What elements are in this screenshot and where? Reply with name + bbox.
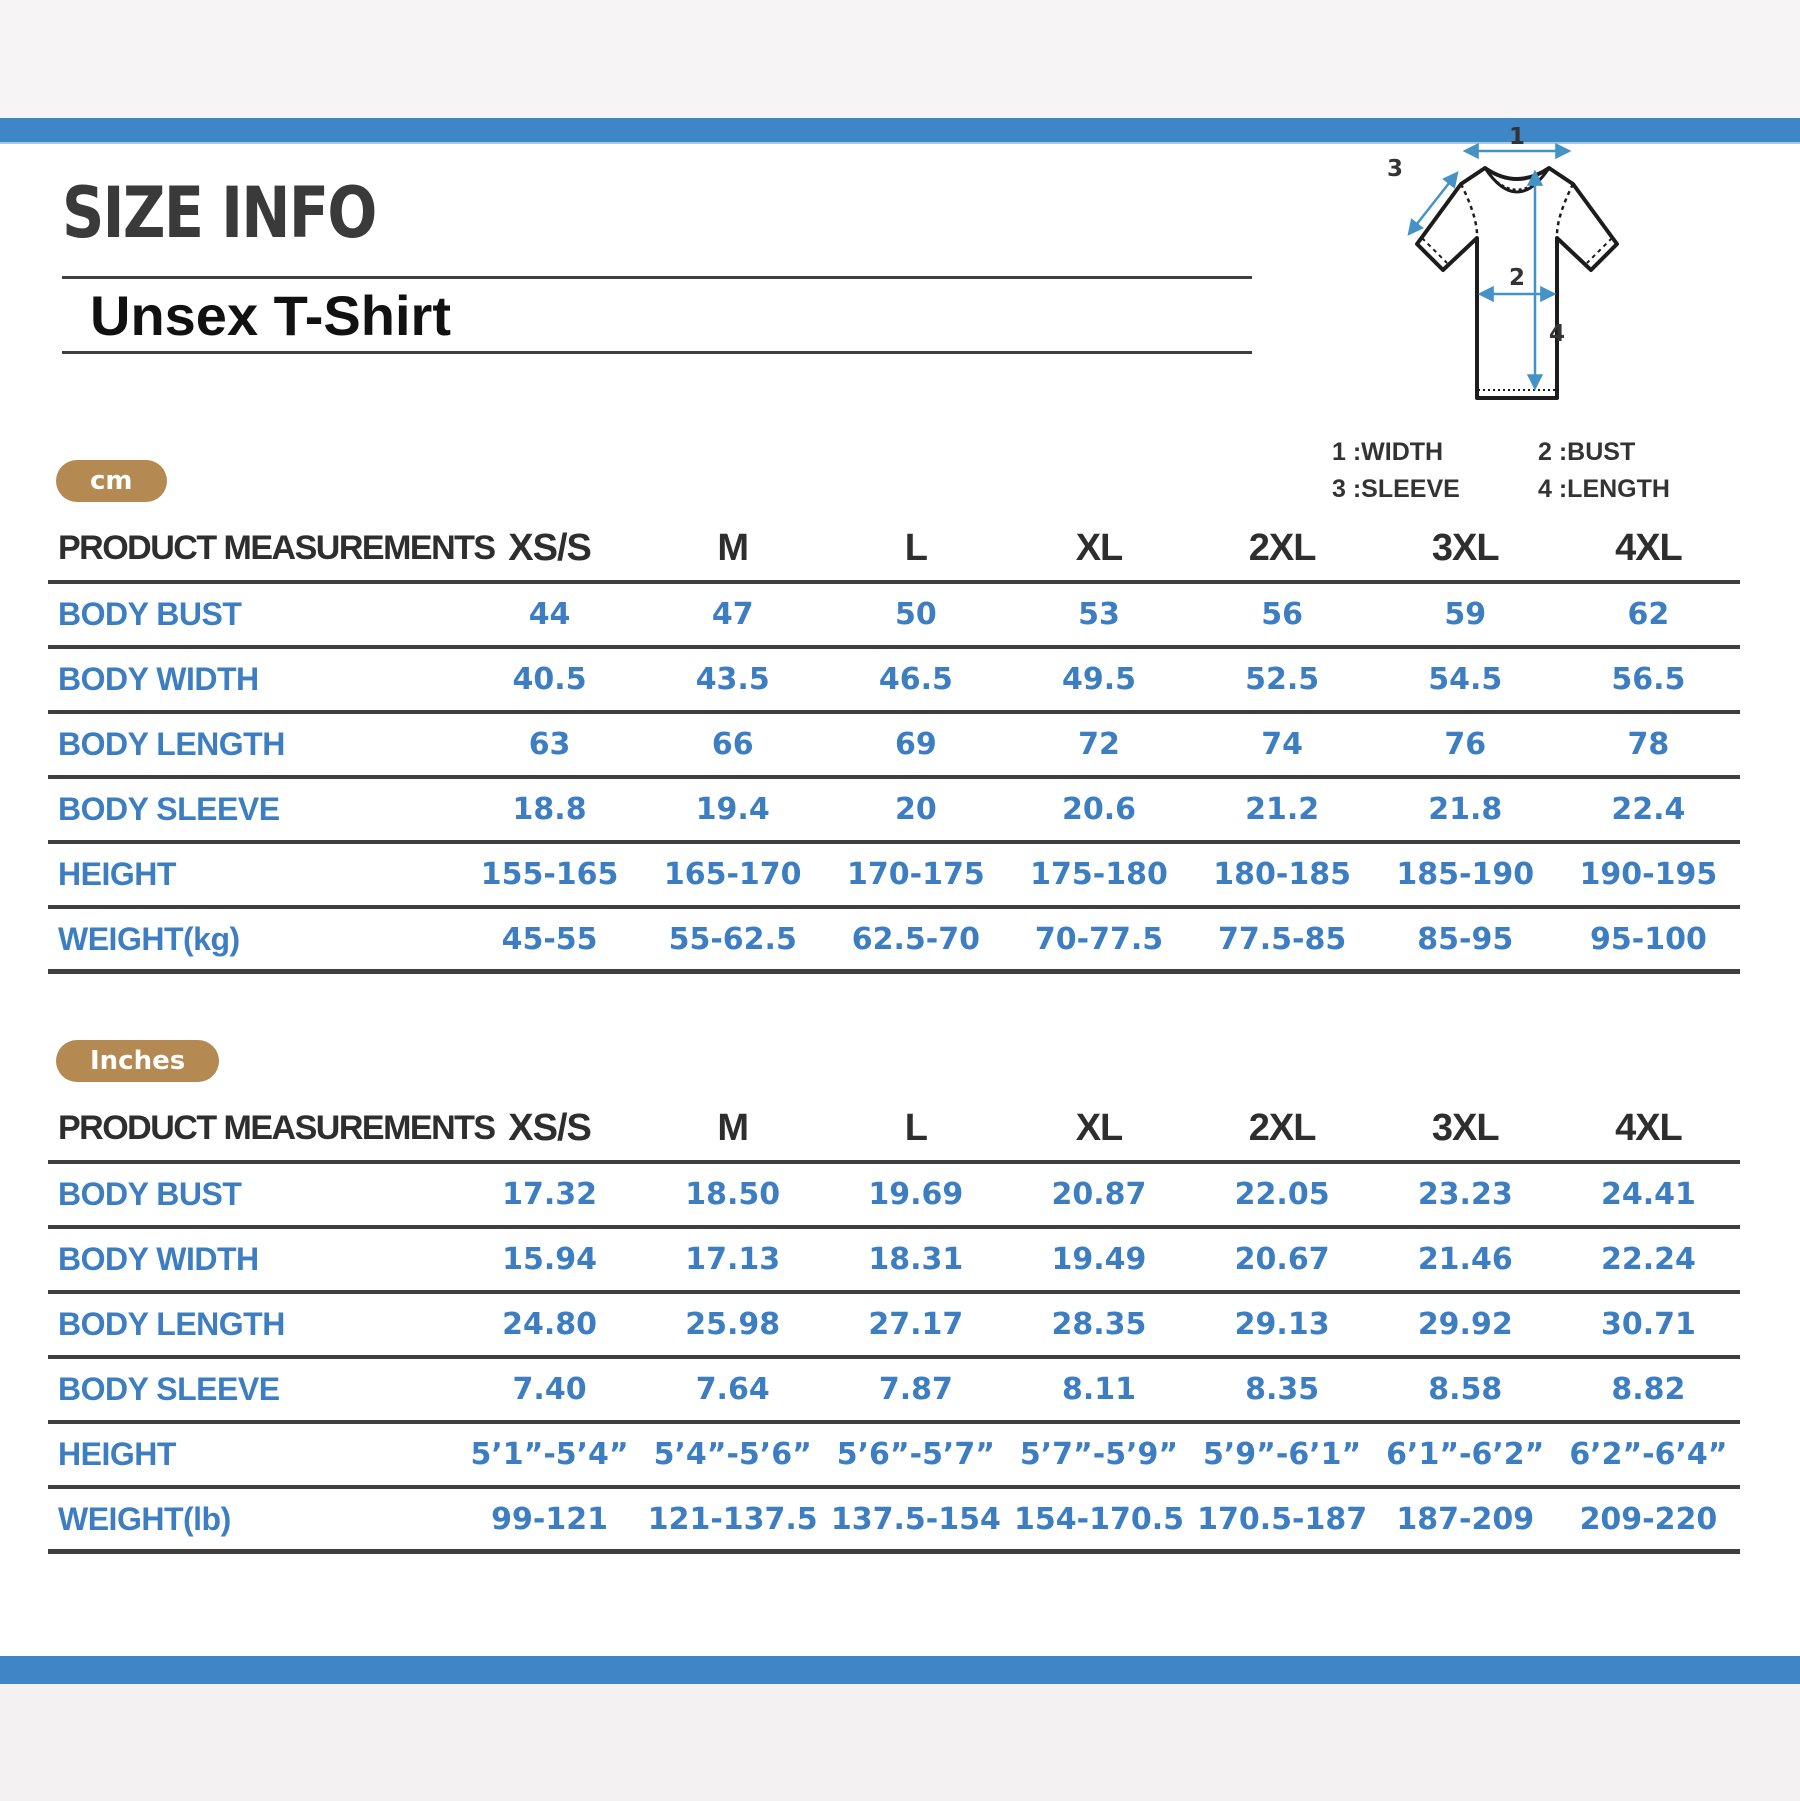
measurement-value: 70-77.5 [1034, 921, 1164, 957]
row-label: HEIGHT [58, 856, 176, 892]
bottom-accent-bar [0, 1656, 1800, 1684]
measurement-value: 76 [1444, 727, 1487, 762]
measurement-value: 5’7”-5’9” [1019, 1437, 1179, 1472]
column-header-size: XL [1075, 527, 1123, 569]
inches-table-section [48, 1040, 1740, 1554]
row-label: BODY BUST [58, 596, 242, 632]
measurement-value: 7.87 [878, 1372, 953, 1407]
measurement-value: 209-220 [1579, 1501, 1718, 1537]
table-header-row [48, 517, 1740, 584]
measurement-value: 44 [528, 597, 571, 632]
measurement-value: 5’1”-5’4” [470, 1437, 629, 1472]
measurement-value: 46.5 [878, 662, 953, 697]
table-row [48, 1489, 1740, 1554]
measurement-value: 121-137.5 [647, 1501, 818, 1537]
measurement-value: 5’9”-6’1” [1203, 1437, 1362, 1472]
measurement-value: 85-95 [1417, 921, 1514, 957]
table-header-row [48, 1097, 1740, 1164]
measurement-value: 170-175 [847, 857, 985, 892]
measurement-value: 6’1”-6’2” [1386, 1437, 1545, 1472]
measurement-value: 17.32 [502, 1177, 598, 1212]
column-header-size: 3XL [1431, 1107, 1499, 1149]
legend-item: 1 :WIDTH [1332, 438, 1444, 466]
legend-item: 3 :SLEEVE [1332, 475, 1460, 503]
measurement-value: 21.46 [1417, 1242, 1513, 1277]
measurement-value: 47 [711, 597, 754, 632]
measurement-value: 55-62.5 [668, 921, 797, 957]
measurement-value: 8.35 [1245, 1372, 1320, 1407]
measurement-value: 56.5 [1611, 662, 1686, 697]
row-label: BODY LENGTH [58, 726, 285, 762]
measurement-value: 20.67 [1234, 1242, 1330, 1277]
measurement-value: 56 [1261, 597, 1303, 632]
measurement-value: 95-100 [1590, 921, 1707, 957]
measurement-value: 170.5-187 [1197, 1501, 1368, 1537]
measurement-value: 40.5 [512, 662, 587, 697]
measurement-value: 137.5-154 [830, 1501, 1001, 1537]
measurement-value: 24.80 [502, 1307, 598, 1342]
measurement-value: 25.98 [685, 1307, 781, 1342]
measurement-value: 74 [1261, 727, 1303, 762]
measurement-value: 53 [1078, 597, 1120, 632]
divider-line-top [62, 276, 1252, 279]
measurement-value: 59 [1444, 597, 1487, 632]
measurement-value: 78 [1627, 727, 1670, 762]
measurement-value: 22.4 [1611, 792, 1686, 827]
measurement-value: 155-165 [480, 857, 619, 892]
measurement-value: 19.69 [868, 1177, 964, 1212]
measurement-value: 20.87 [1051, 1177, 1147, 1212]
measurement-value: 20 [894, 792, 937, 827]
measurement-value: 7.40 [512, 1372, 587, 1407]
arrow-label-length: 4 [1549, 321, 1566, 347]
measurement-value: 50 [894, 597, 937, 632]
measurement-value: 5’4”-5’6” [653, 1437, 812, 1472]
measurement-value: 52.5 [1245, 662, 1320, 697]
measurement-value: 17.13 [685, 1242, 781, 1277]
measurement-value: 62 [1627, 597, 1670, 632]
measurement-value: 21.8 [1428, 792, 1503, 827]
measurement-value: 22.24 [1600, 1242, 1696, 1277]
measurement-value: 18.50 [685, 1177, 781, 1212]
measurement-value: 6’2”-6’4” [1569, 1437, 1728, 1472]
measurement-value: 19.4 [695, 792, 770, 827]
table-row [48, 1424, 1740, 1489]
table-row [48, 649, 1740, 714]
row-label: BODY WIDTH [58, 661, 259, 697]
bottom-margin [0, 1684, 1800, 1801]
arrow-label-bust: 2 [1508, 265, 1526, 291]
measurement-value: 29.13 [1234, 1307, 1330, 1342]
arrow-label-width: 1 [1508, 126, 1526, 150]
table-row [48, 1164, 1740, 1229]
table-row [48, 714, 1740, 779]
measurement-value: 45-55 [501, 921, 598, 957]
measurement-value: 15.94 [502, 1242, 598, 1277]
product-subtitle: Unsex T-Shirt [90, 284, 451, 347]
column-header-size: 4XL [1615, 1107, 1682, 1149]
measurement-value: 49.5 [1061, 662, 1136, 697]
row-label: WEIGHT(lb) [58, 1500, 231, 1537]
top-margin [0, 0, 1800, 118]
measurement-value: 165-170 [663, 857, 802, 892]
size-table-inches [48, 1097, 1740, 1554]
column-header-size: XL [1075, 1107, 1123, 1149]
measurement-value: 185-190 [1396, 857, 1535, 892]
page-title: SIZE INFO [62, 172, 376, 254]
column-header-size: L [904, 1107, 927, 1149]
table-row [48, 1229, 1740, 1294]
measurement-value: 21.2 [1245, 792, 1320, 827]
measurement-value: 8.58 [1428, 1372, 1503, 1407]
measurement-value: 190-195 [1579, 857, 1718, 892]
row-label: HEIGHT [58, 1436, 176, 1472]
measurement-value: 29.92 [1417, 1307, 1513, 1342]
arrow-label-sleeve: 3 [1386, 156, 1404, 182]
measurement-value: 175-180 [1030, 857, 1168, 892]
measurement-value: 30.71 [1600, 1307, 1696, 1342]
measurement-value: 54.5 [1428, 662, 1503, 697]
unit-badge-cm: cm [56, 460, 167, 502]
row-label: BODY LENGTH [58, 1306, 285, 1342]
measurement-value: 99-121 [491, 1501, 608, 1537]
measurement-value: 77.5-85 [1218, 921, 1347, 957]
measurement-value: 63 [528, 727, 571, 762]
column-header-size: 2XL [1248, 1107, 1316, 1149]
column-header-measurements: PRODUCT MEASUREMENTS [58, 529, 495, 567]
measurement-value: 7.64 [695, 1372, 770, 1407]
measurement-value: 8.11 [1061, 1372, 1136, 1407]
column-header-measurements: PRODUCT MEASUREMENTS [58, 1109, 495, 1147]
row-label: WEIGHT(kg) [58, 920, 240, 957]
measurement-value: 18.31 [868, 1242, 964, 1277]
table-row [48, 1294, 1740, 1359]
measurement-value: 66 [711, 727, 754, 762]
row-label: BODY WIDTH [58, 1241, 259, 1277]
row-label: BODY SLEEVE [58, 791, 280, 827]
cm-table-section [48, 460, 1740, 974]
column-header-size: XS/S [508, 527, 591, 569]
divider-line-bottom [62, 351, 1252, 354]
column-header-size: M [717, 1107, 749, 1149]
measurement-value: 5’6”-5’7” [836, 1437, 995, 1472]
legend-item: 4 :LENGTH [1538, 475, 1670, 503]
measurement-value: 28.35 [1051, 1307, 1147, 1342]
column-header-size: 2XL [1248, 527, 1316, 569]
measurement-value: 154-170.5 [1014, 1501, 1184, 1537]
measurement-value: 19.49 [1051, 1242, 1147, 1277]
table-row [48, 909, 1740, 974]
column-header-size: 3XL [1431, 527, 1499, 569]
row-label: BODY SLEEVE [58, 1371, 280, 1407]
measurement-value: 18.8 [512, 792, 587, 827]
measurement-value: 23.23 [1417, 1177, 1513, 1212]
table-row [48, 779, 1740, 844]
column-header-size: M [717, 527, 749, 569]
measurement-value: 43.5 [695, 662, 770, 697]
legend-item: 2 :BUST [1538, 438, 1636, 466]
measurement-value: 180-185 [1213, 857, 1351, 892]
column-header-size: L [904, 527, 927, 569]
measurement-value: 62.5-70 [851, 921, 980, 957]
row-label: BODY BUST [58, 1176, 242, 1212]
table-row [48, 1359, 1740, 1424]
table-body [48, 584, 1740, 974]
measurement-value: 22.05 [1234, 1177, 1330, 1212]
column-header-size: 4XL [1615, 527, 1682, 569]
table-row [48, 584, 1740, 649]
measurement-value: 27.17 [868, 1307, 964, 1342]
tshirt-measurement-diagram [1372, 126, 1662, 426]
measurement-value: 72 [1078, 727, 1120, 762]
measurement-value: 69 [894, 727, 937, 762]
measurement-value: 8.82 [1611, 1372, 1686, 1407]
column-header-size: XS/S [508, 1107, 591, 1149]
table-row [48, 844, 1740, 909]
table-body [48, 1164, 1740, 1554]
measurement-value: 24.41 [1600, 1177, 1696, 1212]
measurement-value: 20.6 [1061, 792, 1136, 827]
unit-badge-inches: Inches [56, 1040, 219, 1082]
size-table-cm [48, 517, 1740, 974]
measurement-value: 187-209 [1396, 1501, 1535, 1537]
